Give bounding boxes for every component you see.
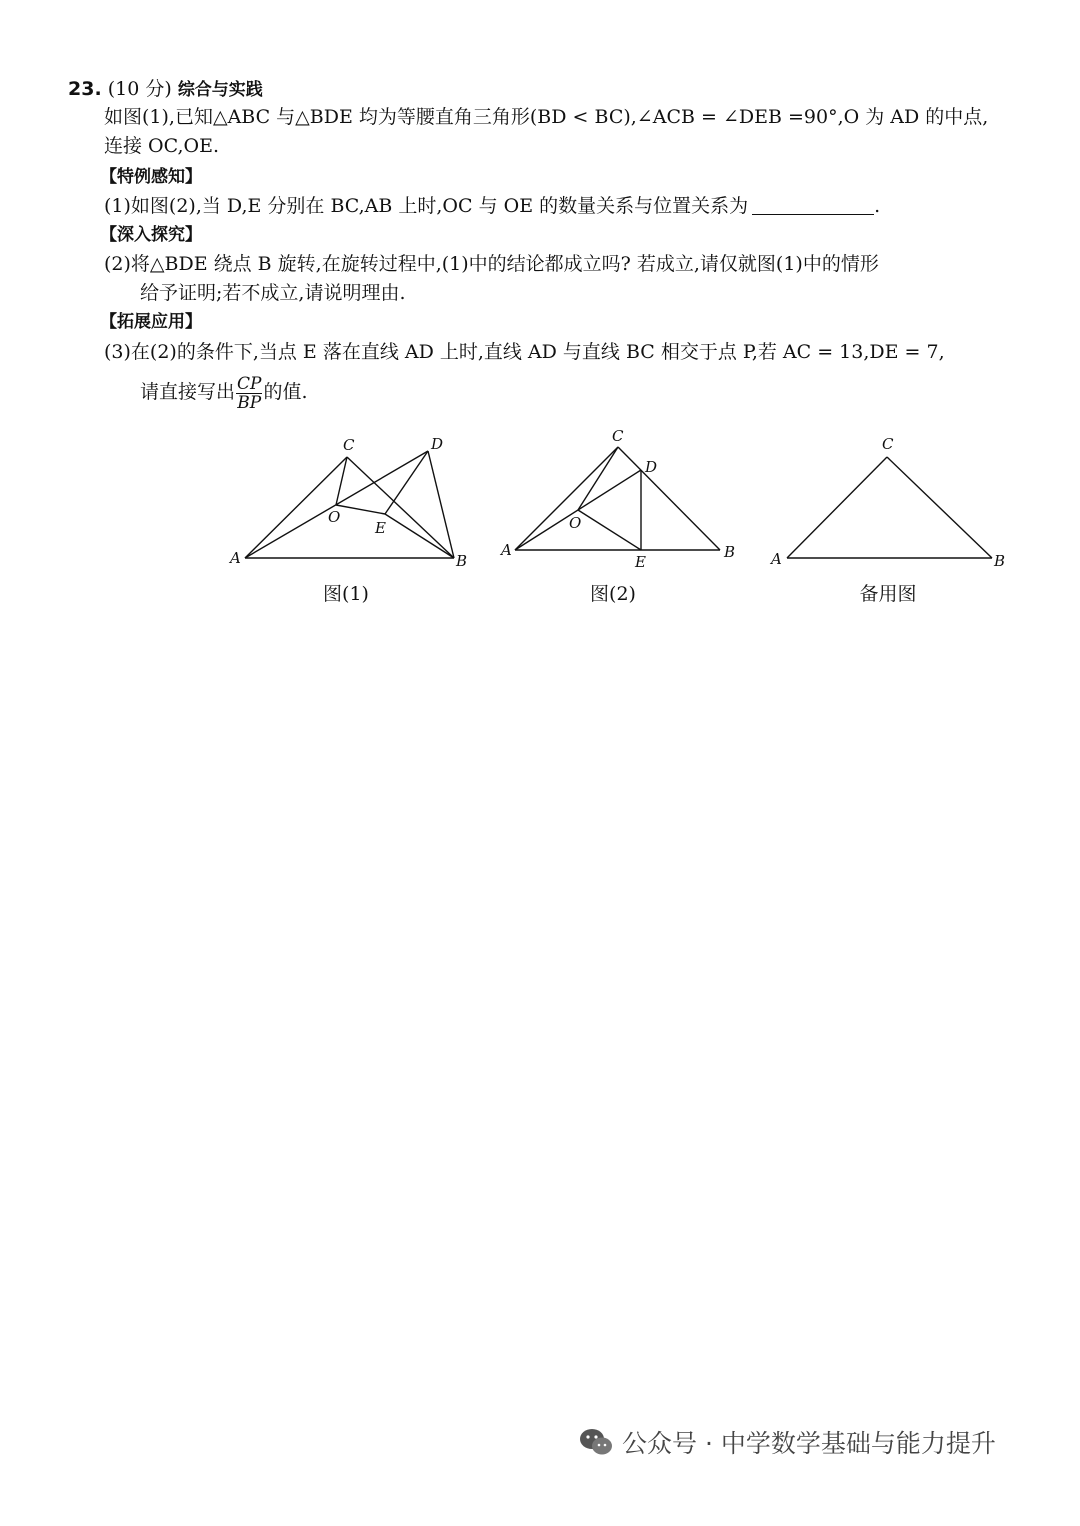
fraction-cp-bp	[236, 375, 262, 412]
fig1-label-b: B	[456, 552, 468, 570]
question-title: 综合与实践	[177, 80, 263, 100]
fig2-label-d: D	[645, 458, 658, 476]
fig2-label-b: B	[724, 543, 736, 561]
fig2-segment-oe	[578, 510, 641, 550]
section-3-line-1: (3)在(2)的条件下,当点 E 落在直线 AD 上时,直线 AD 与直线 BC 相交于点 P,若 AC = 13,DE = 7,	[104, 341, 945, 363]
figure-2	[495, 422, 750, 572]
watermark	[578, 1424, 996, 1460]
section-1-title: 【特例感知】	[100, 167, 202, 187]
fig1-label-a: A	[230, 549, 241, 567]
wechat-icon	[578, 1426, 614, 1458]
section-1-text	[104, 193, 880, 219]
fig3-label-a: A	[771, 550, 782, 568]
fig2-segment-oc	[578, 447, 618, 510]
fig2-label-e: E	[635, 553, 646, 571]
watermark-text: 公众号 · 中学数学基础与能力提升	[622, 1429, 996, 1458]
fraction-denominator: BP	[237, 392, 262, 413]
figure-3-caption: 备用图	[859, 583, 917, 605]
intro-line-2: 连接 OC,OE.	[104, 135, 220, 157]
fig2-label-o: O	[569, 514, 582, 532]
question-header	[68, 76, 263, 103]
fig1-segment-db	[428, 451, 454, 558]
fig3-segment-cb	[887, 457, 992, 558]
section-3-prefix: 请直接写出	[140, 381, 236, 403]
fig1-label-c: C	[343, 436, 355, 454]
fig1-label-e: E	[375, 519, 386, 537]
fig1-segment-oe	[336, 505, 385, 514]
figure-1-caption: 图(1)	[323, 583, 369, 605]
fig2-label-a: A	[501, 541, 512, 559]
section-1-question: (1)如图(2),当 D,E 分别在 BC,AB 上时,OC 与 OE 的数量关系与位置关系为	[104, 195, 749, 217]
section-2-line-1: (2)将△BDE 绕点 B 旋转,在旋转过程中,(1)中的结论都成立吗? 若成立,请仅就图(1)中的情形	[104, 253, 879, 275]
figure-2-caption: 图(2)	[590, 583, 636, 605]
fig1-segment-eb	[385, 514, 454, 558]
fig1-segment-oc	[336, 457, 347, 505]
answer-blank[interactable]	[752, 196, 874, 215]
question-number: 23.	[68, 78, 102, 100]
section-3-line-2	[140, 370, 308, 414]
fig2-segment-cb	[618, 447, 720, 550]
fig2-label-c: C	[612, 427, 624, 445]
section-3-suffix: 的值.	[263, 381, 308, 403]
figure-3	[765, 430, 1015, 575]
fig3-label-c: C	[882, 435, 894, 453]
figure-1	[220, 430, 480, 580]
fig1-label-d: D	[431, 435, 444, 453]
fig3-segment-ac	[787, 457, 887, 558]
fig2-segment-ac	[515, 447, 618, 550]
question-score: (10 分)	[107, 78, 172, 100]
fig1-segment-cb	[347, 457, 454, 558]
fig1-label-o: O	[328, 508, 341, 526]
fig3-label-b: B	[994, 552, 1006, 570]
section-2-line-2: 给予证明;若不成立,请说明理由.	[140, 282, 406, 304]
fraction-numerator: CP	[237, 373, 262, 394]
section-1-end: .	[874, 195, 881, 217]
fig1-segment-de	[385, 451, 428, 514]
intro-line-1: 如图(1),已知△ABC 与△BDE 均为等腰直角三角形(BD < BC),∠ACB = ∠DEB =90°,O 为 AD 的中点,	[104, 106, 989, 128]
section-2-title: 【深入探究】	[100, 225, 202, 245]
section-3-title: 【拓展应用】	[100, 312, 202, 332]
